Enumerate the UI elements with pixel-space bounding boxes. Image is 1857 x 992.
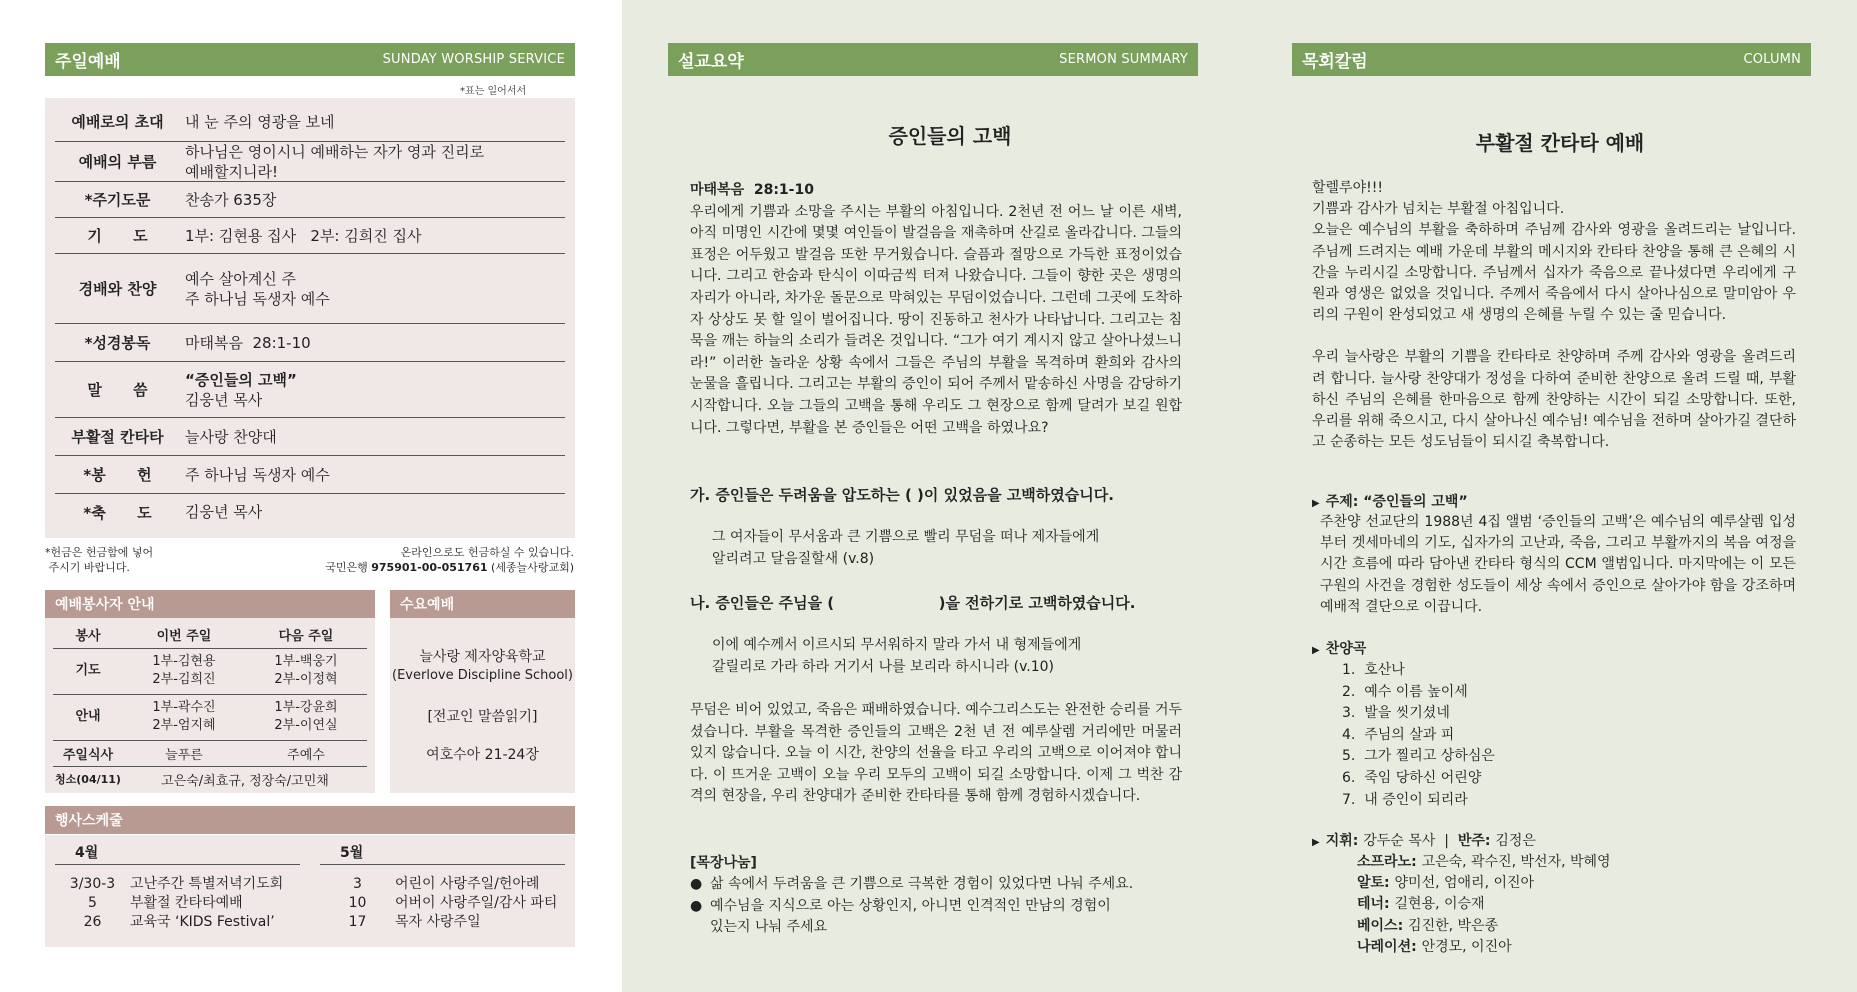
order-row — [55, 362, 565, 418]
column-line: 기쁨과 감사가 넘치는 부활절 아침입니다. — [1312, 201, 1565, 218]
col-header: 이번 주일 — [123, 622, 245, 648]
list-item: 7. 내 증인이 되리라 — [1342, 791, 1468, 808]
wednesday-line: (Everlove Discipline School) — [392, 668, 573, 683]
order-label: 경배와 찬양 — [78, 280, 157, 298]
worship-header — [45, 43, 575, 76]
verse-line: 이에 예수께서 이르시되 무서워하지 말라 가서 내 형제들에게 — [712, 637, 1082, 653]
order-row — [55, 418, 565, 456]
part-label: 베이스: — [1357, 917, 1409, 934]
cell-line: 2부-엄지혜 — [152, 718, 216, 733]
cell-line: 1부-백웅기 — [274, 654, 338, 669]
cell: 주예수 — [245, 740, 367, 766]
account-holder: (세종늘사랑교회) — [487, 561, 574, 574]
order-label: *성경봉독 — [84, 334, 151, 352]
schedule-item — [320, 894, 565, 913]
bullet-icon: ● — [690, 876, 703, 892]
schedule-event: 목자 사랑주일 — [395, 914, 481, 930]
part-label: 테너: — [1357, 896, 1395, 913]
order-label: *축 도 — [83, 503, 152, 522]
sermon-point-1: 가. 증인들은 두려움을 압도하는 ( )이 있었음을 고백하였습니다. — [690, 486, 1114, 504]
sermon-point-2: 나. 증인들은 주님을 ( )을 전하기로 고백하였습니다. — [690, 594, 1136, 612]
cell-line: 1부-곽수진 — [152, 700, 216, 715]
cell-line: 1부-강윤희 — [274, 700, 338, 715]
left-panel — [0, 0, 622, 992]
verse-line: 알리려고 달음질할새 (v.8) — [712, 551, 875, 567]
schedule-header: 행사스케줄 — [45, 806, 575, 834]
col-header: 봉사 — [53, 622, 123, 648]
list-item: 3. 발을 씻기셨네 — [1342, 705, 1450, 722]
part-members: 양미선, 엄애리, 이진아 — [1394, 875, 1535, 892]
cell — [123, 648, 245, 694]
list-item — [690, 896, 1190, 918]
question-text: 삶 속에서 두려움을 큰 기쁨으로 극복한 경험이 있었다면 나눠 주세요. — [710, 876, 1134, 892]
order-label: 부활절 칸타타 — [71, 428, 164, 446]
choir-heading — [1312, 830, 1536, 850]
schedule-item — [320, 875, 565, 894]
wednesday-line: 늘사랑 제자양육학교 — [419, 649, 546, 665]
choir-part — [1357, 937, 1611, 958]
cell-line: 1부-김현용 — [152, 654, 216, 669]
schedule-date: 17 — [348, 914, 367, 930]
order-row — [55, 456, 565, 494]
bank-account — [274, 560, 574, 575]
verse-line: 그 여자들이 무서움과 큰 기쁨으로 빨리 무덤을 떠나 제자들에게 — [712, 529, 1100, 545]
verse-line: 갈릴리로 가라 하라 거기서 나를 보리라 하시니라 (v.10) — [712, 659, 1055, 675]
cell-line: 2부-김희진 — [152, 672, 216, 687]
order-label: 예배의 부름 — [78, 153, 157, 171]
sermon-body — [690, 180, 1182, 439]
list-item: 5. 그가 찔리고 상하심은 — [1342, 748, 1495, 765]
column-paragraph: 오늘은 예수님의 부활을 축하하며 주님께 감사와 영광을 올려드리는 날입니다. 주님께 드려지는 예배 가운데 부활의 메시지와 칸타타 찬양을 통해 큰 은혜의 시간을 누리시길 소망합니다. 주님께서 십자가 죽음으로 끝나셨다면 우리에게 구원과 영생은 없었을 것입니다. 주께서 죽음에서 다시 살아나심으로 말미암아 우리의 구원이 완성되었고 새 생명의 은혜를 누릴 수 있는 줄 믿습니다. — [1312, 222, 1796, 324]
order-value — [180, 269, 565, 309]
table-row — [53, 766, 367, 792]
column-paragraph: 우리 늘사랑은 부활의 기쁨을 칸타타로 찬양하며 주께 감사와 영광을 올려드리려 합니다. 늘사랑 찬양대가 정성을 다하여 준비한 찬양으로 올려 드릴 때, 부활하신 주님의 은혜를 한마음으로 함께 찬양하는 시간이 되길 소망합니다. 또한, 우리를 위해 죽으시고, 다시 살아나신 예수님! 예수님을 전하며 살아가길 결단하고 순종하는 모든 성도님들이 되시길 축복합니다. — [1312, 349, 1796, 451]
choir-part — [1357, 873, 1611, 894]
part-label: 소프라노: — [1357, 854, 1422, 870]
conductor-label: 지휘: — [1325, 833, 1364, 849]
sermon-conclusion: 무덤은 비어 있었고, 죽음은 패배하였습니다. 예수그리스도는 완전한 승리를 거두셨습니다. 부활을 목격한 증인들의 고백은 2천 년 전 예루살렘 거리에만 머물러 있지 않습니다. 오늘 이 시간, 찬양의 선율을 타고 우리의 고백으로 이어져야 합니다. 이 뜨거운 고백이 오늘 우리 모두의 고백이 되길 소망합니다. 이제 그 벅찬 감격의 현장을, 우리 찬양대가 준비한 칸타타를 통해 함께 경험하시겠습니다. — [690, 702, 1182, 805]
row-label: 안내 — [53, 694, 123, 740]
schedule-event: 어린이 사랑주일/헌아례 — [395, 876, 540, 892]
order-value: 찬송가 635장 — [185, 190, 277, 209]
order-row — [55, 102, 565, 142]
schedule-date: 26 — [83, 914, 102, 930]
column-head-en: COLUMN — [1743, 52, 1801, 67]
order-row — [55, 254, 565, 324]
order-value: 마태복음 28:1-10 — [185, 333, 311, 352]
col-header: 다음 주일 — [245, 622, 367, 648]
song-list — [1342, 660, 1495, 811]
online-offering-line: 온라인으로도 헌금하실 수 있습니다. — [400, 546, 574, 559]
triangle-icon: ▶ — [1312, 498, 1320, 509]
order-value-line: 예수 살아계신 주 — [185, 269, 296, 288]
order-value — [180, 142, 565, 182]
order-label: *주기도문 — [84, 191, 151, 209]
order-value: 김웅년 목사 — [185, 503, 263, 521]
order-value: 1부: 김현용 집사 2부: 김희진 집사 — [185, 226, 422, 245]
part-label: 나레이션: — [1357, 938, 1422, 955]
sermon-verse: 마태복음 28:1-10 — [690, 182, 814, 198]
theme-value: “증인들의 고백” — [1363, 494, 1468, 510]
account-number: 975901-00-051761 — [371, 561, 488, 574]
column-header — [1292, 43, 1811, 76]
schedule-event: 교육국 ‘KIDS Festival’ — [130, 914, 275, 930]
triangle-icon: ▶ — [1312, 645, 1320, 656]
order-label: 예배로의 초대 — [71, 113, 164, 131]
schedule-may — [320, 841, 565, 932]
choir-part — [1357, 852, 1611, 873]
table-row — [53, 648, 367, 694]
schedule-item — [55, 875, 300, 894]
offering-note-line: 주시기 바랍니다. — [45, 561, 130, 574]
schedule-april — [55, 841, 300, 932]
schedule-box — [45, 835, 575, 947]
order-label: *봉 헌 — [83, 466, 152, 484]
table-row — [53, 694, 367, 740]
schedule-date: 3 — [353, 876, 362, 892]
worship-order-box — [45, 98, 575, 538]
cell-group-heading: [목장나눔] — [690, 855, 757, 871]
cell-line: 2부-이정혁 — [274, 672, 338, 687]
question-text: 예수님을 지식으로 아는 상황인지, 아니면 인격적인 만남의 경험이 — [710, 897, 1111, 914]
part-members: 길현용, 이승재 — [1394, 896, 1485, 913]
sermon-header — [668, 43, 1198, 76]
accompanist-name: 김정은 — [1495, 833, 1536, 849]
row-label: 청소(04/11) — [55, 773, 121, 787]
list-item: 1. 호산나 — [1342, 662, 1405, 678]
column-body — [1312, 178, 1796, 453]
order-value-line: 예배할지니라! — [185, 162, 278, 181]
theme-description: 주찬양 선교단의 1988년 4집 앨범 ‘증인들의 고백’은 예수님의 예루살렘 입성부터 겟세마네의 기도, 십자가의 고난과, 죽음, 그리고 부활까지의 복음 여정을 시간 흐름에 따라 담아낸 칸타타 형식의 CCM 앨범입니다. 마지막에는 이 모든 구원의 사건을 경험한 성도들이 세상 속에서 증인으로 살아가야 함을 강조하며 예배적 결단으로 이끕니다. — [1320, 514, 1796, 615]
songs-label: 찬양곡 — [1325, 641, 1367, 657]
part-members: 안경모, 이진아 — [1421, 938, 1512, 955]
row-label: 기도 — [53, 648, 123, 694]
order-label: 말 씀 — [87, 381, 148, 399]
choir-part — [1357, 894, 1611, 915]
bank-name: 국민은행 — [325, 561, 372, 574]
schedule-item — [55, 894, 300, 913]
order-value — [180, 370, 565, 410]
cell — [245, 694, 367, 740]
choir-members — [1357, 852, 1611, 958]
wednesday-header: 수요예배 — [390, 590, 575, 618]
schedule-event: 어버이 사랑주일/감사 파티 — [395, 895, 558, 911]
order-value-line: 김웅년 목사 — [185, 390, 263, 409]
volunteers-table — [53, 622, 367, 792]
bullet-icon: ● — [690, 897, 703, 914]
list-item: 4. 주님의 살과 피 — [1342, 726, 1455, 743]
wednesday-line: [전교인 말씀읽기] — [427, 709, 538, 725]
schedule-item — [320, 913, 565, 932]
sermon-title-value: “증인들의 고백” — [185, 370, 297, 389]
column-title: 부활절 칸타타 예배 — [1475, 131, 1645, 155]
column-line: 할렐루야!!! — [1312, 180, 1383, 196]
separator: | — [1435, 833, 1458, 849]
sermon-paragraph: 우리에게 기쁨과 소망을 주시는 부활의 아침입니다. 2천년 전 어느 날 이른 새벽, 아직 미명인 시간에 몇몇 여인들이 발걸음을 재촉하며 산길로 올라갑니다. 그들의 표정은 어두웠고 발걸음 또한 무거웠습니다. 슬픔과 절망으로 가득한 표정이었습니다. 그리고 한숨과 탄식이 이따금씩 터져 나왔습니다. 그들이 향한 곳은 생명의 자리가 아니라, 차가운 돌문으로 막혀있는 무덤이었습니다. 그런데 그곳에 도착하자 상상도 못 할 일이 벌어집니다. 땅이 진동하고 천사가 나타납니다. 그리고는 침묵을 깨는 하늘의 소리가 들려온 것입니다. “그가 여기 계시지 않고 살아나셨느니라!” 이러한 놀라운 상황 속에서 그들은 주님의 부활을 목격하며 환희와 감사의 눈물을 흘립니다. 그리고는 부활의 증인이 되어 주께서 맡송하신 사명을 감당하기 시작합니다. 오늘 그들의 고백을 통해 우리도 그 현장으로 함께 달려가 보길 원합니다. 그렇다면, 부활을 본 증인들은 어떤 고백을 하였나요? — [690, 203, 1182, 436]
wednesday-line: 여호수아 21-24장 — [426, 747, 539, 763]
list-item — [690, 917, 1190, 939]
conductor-name: 강두순 목사 — [1363, 833, 1436, 849]
list-item: 2. 예수 이름 높이세 — [1342, 683, 1468, 700]
schedule-event: 부활절 칸타타예배 — [130, 895, 243, 911]
list-item — [690, 874, 1190, 896]
order-value-line: 주 하나님 독생자 예수 — [185, 289, 330, 308]
cell-line: 2부-이연실 — [274, 718, 338, 733]
order-row — [55, 142, 565, 182]
cell: 고은숙/최효규, 정장숙/고민채 — [161, 773, 329, 789]
wednesday-box — [390, 618, 575, 793]
theme-label: 주제: — [1325, 494, 1364, 510]
order-value: 늘사랑 찬양대 — [185, 427, 277, 446]
schedule-date: 3/30-3 — [69, 876, 116, 892]
volunteers-box — [45, 618, 375, 793]
choir-part — [1357, 916, 1611, 937]
cell: 늘푸른 — [123, 740, 245, 766]
table-row — [53, 740, 367, 766]
sermon-title: 증인들의 고백 — [888, 124, 1012, 148]
order-label: 기 도 — [87, 227, 148, 245]
schedule-date: 10 — [348, 895, 367, 911]
sermon-point-1-verse — [712, 526, 1182, 570]
theme-heading — [1312, 491, 1468, 511]
order-row — [55, 182, 565, 218]
online-offering — [274, 545, 574, 575]
accompanist-label: 반주: — [1457, 833, 1496, 849]
order-row — [55, 218, 565, 254]
part-members: 김진한, 박은종 — [1408, 917, 1499, 934]
part-label: 알토: — [1357, 875, 1395, 892]
songs-heading — [1312, 638, 1366, 658]
month-header: 4월 — [55, 841, 300, 865]
schedule-event: 고난주간 특별저녁기도회 — [130, 876, 284, 892]
offering-note-line: *헌금은 헌금함에 넣어 — [45, 546, 154, 559]
cell — [245, 648, 367, 694]
offering-note — [45, 545, 153, 575]
row-label: 주일식사 — [53, 740, 123, 766]
column-head-kr: 목회칼럼 — [1302, 52, 1368, 72]
month-header: 5월 — [320, 841, 565, 865]
order-value: 내 눈 주의 영광을 보네 — [185, 112, 335, 131]
volunteers-header: 예배봉사자 안내 — [45, 590, 375, 618]
cell-group-questions — [690, 874, 1190, 939]
list-item: 6. 죽임 당하신 어린양 — [1342, 769, 1482, 786]
question-text: 있는지 나눠 주세요 — [710, 919, 828, 936]
order-value: 주 하나님 독생자 예수 — [185, 465, 330, 484]
worship-title-en: SUNDAY WORSHIP SERVICE — [382, 52, 565, 67]
order-value-line: 하나님은 영이시니 예배하는 자가 영과 진리로 — [185, 142, 485, 161]
part-members: 고은숙, 곽수진, 박선자, 박혜영 — [1421, 854, 1611, 870]
order-row — [55, 324, 565, 362]
sermon-head-kr: 설교요약 — [678, 52, 744, 72]
sermon-point-2-verse — [712, 634, 1182, 678]
sermon-head-en: SERMON SUMMARY — [1059, 52, 1188, 67]
triangle-icon: ▶ — [1312, 837, 1320, 848]
worship-title-kr: 주일예배 — [55, 52, 121, 72]
schedule-date: 5 — [88, 895, 97, 911]
cell — [123, 694, 245, 740]
standing-note: *표는 일어서서 — [460, 86, 527, 97]
schedule-item — [55, 913, 300, 932]
order-row — [55, 494, 565, 530]
